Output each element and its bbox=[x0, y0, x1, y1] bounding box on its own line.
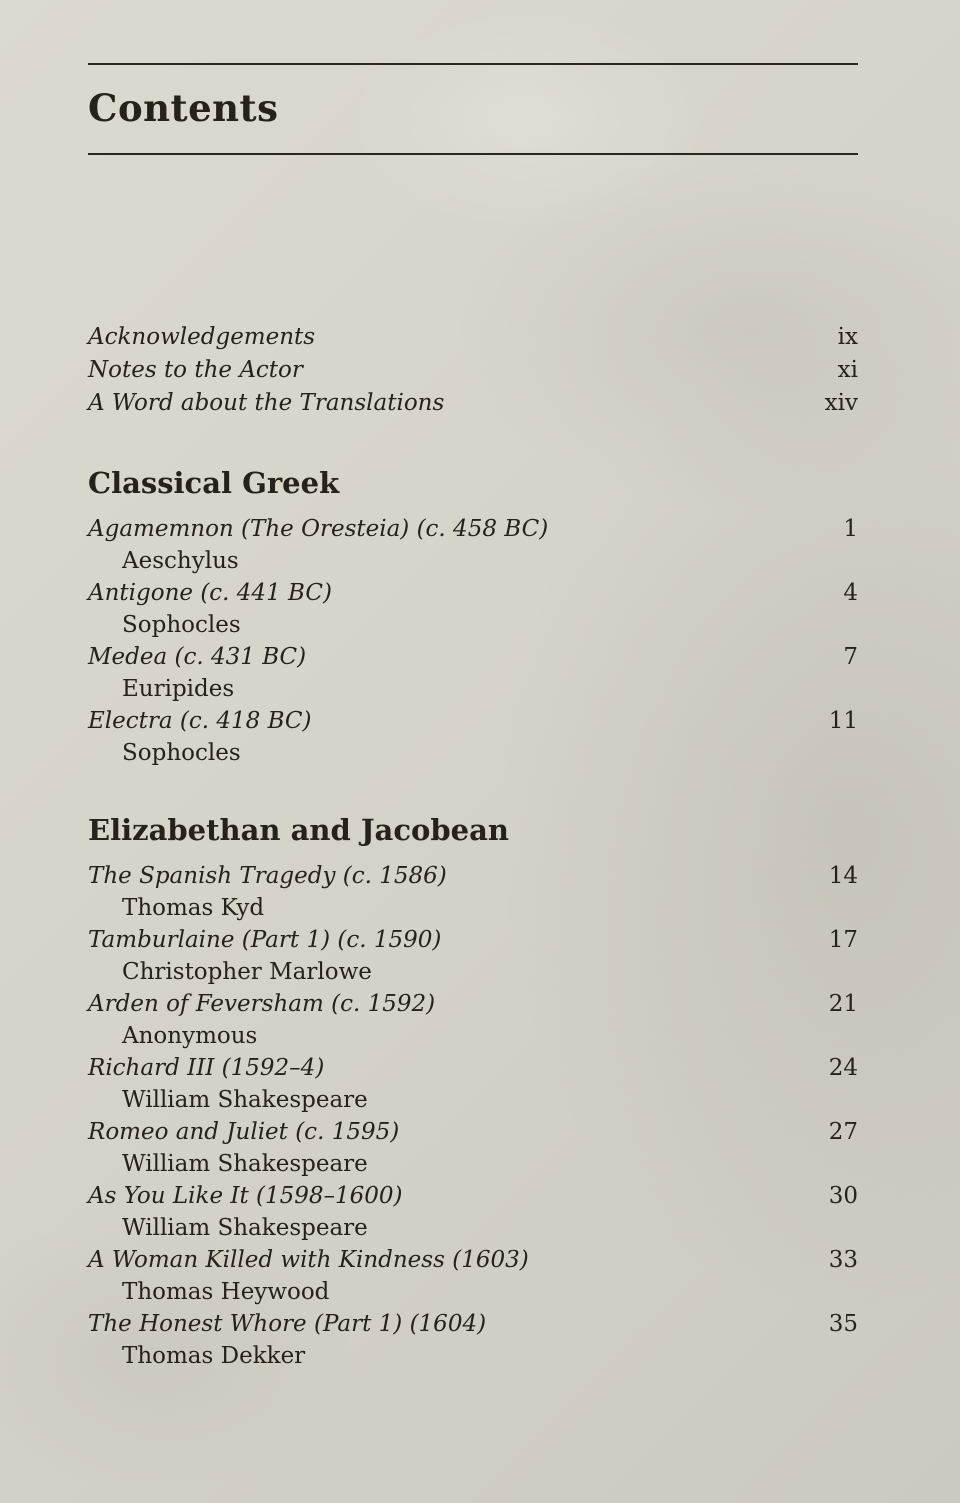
entry-page: 35 bbox=[828, 1310, 858, 1337]
entry-page: ix bbox=[837, 324, 858, 351]
entry-title: Agamemnon (The Oresteia) (c. 458 BC) bbox=[88, 516, 549, 543]
entry-page: 27 bbox=[828, 1118, 858, 1145]
entry-author: William Shakespeare bbox=[122, 1150, 368, 1177]
toc-section-classical-greek bbox=[88, 513, 858, 769]
entry-author: Thomas Dekker bbox=[122, 1342, 306, 1369]
entry-author: Euripides bbox=[122, 676, 235, 703]
entry-author: Christopher Marlowe bbox=[122, 958, 372, 985]
entry-author: Sophocles bbox=[122, 612, 241, 639]
entry-page: 4 bbox=[843, 580, 858, 607]
entry-title: Acknowledgements bbox=[88, 324, 316, 351]
entry-title: As You Like It (1598–1600) bbox=[88, 1182, 403, 1209]
entry-title: Medea (c. 431 BC) bbox=[88, 644, 307, 671]
toc-entry bbox=[88, 513, 858, 545]
toc-entry bbox=[88, 1244, 858, 1276]
entry-page: 1 bbox=[843, 516, 858, 543]
toc-entry bbox=[88, 860, 858, 892]
toc-entry bbox=[88, 641, 858, 673]
toc-entry bbox=[88, 705, 858, 737]
top-rule bbox=[88, 63, 858, 65]
entry-page: 7 bbox=[843, 644, 858, 671]
toc-section-elizabethan-jacobean bbox=[88, 860, 858, 1372]
entry-title: Electra (c. 418 BC) bbox=[88, 708, 312, 735]
entry-title: Tamburlaine (Part 1) (c. 1590) bbox=[88, 926, 442, 953]
front-matter-entry bbox=[88, 387, 858, 420]
entry-author: Thomas Heywood bbox=[122, 1278, 330, 1305]
entry-page: 24 bbox=[828, 1054, 858, 1081]
toc-entry bbox=[88, 1116, 858, 1148]
entry-title: Romeo and Juliet (c. 1595) bbox=[88, 1118, 400, 1145]
entry-page: 14 bbox=[828, 862, 858, 889]
toc-entry bbox=[88, 577, 858, 609]
front-matter-entry bbox=[88, 321, 858, 354]
section-heading-elizabethan-jacobean: Elizabethan and Jacobean bbox=[88, 813, 509, 848]
front-matter-list bbox=[88, 321, 858, 420]
entry-author: Anonymous bbox=[122, 1022, 258, 1049]
title-rule bbox=[88, 153, 858, 155]
toc-entry bbox=[88, 1180, 858, 1212]
entry-title: Notes to the Actor bbox=[88, 357, 303, 384]
toc-entry bbox=[88, 924, 858, 956]
entry-title: Richard III (1592–4) bbox=[88, 1054, 325, 1081]
entry-author: Aeschylus bbox=[122, 548, 239, 575]
entry-page: 17 bbox=[828, 926, 858, 953]
book-page bbox=[88, 0, 858, 1372]
entry-title: The Honest Whore (Part 1) (1604) bbox=[88, 1310, 487, 1337]
entry-title: A Word about the Translations bbox=[88, 390, 445, 417]
toc-entry bbox=[88, 1052, 858, 1084]
entry-author: Thomas Kyd bbox=[122, 894, 265, 921]
entry-page: xi bbox=[837, 357, 858, 384]
entry-author: William Shakespeare bbox=[122, 1214, 368, 1241]
toc-entry bbox=[88, 1308, 858, 1340]
entry-title: The Spanish Tragedy (c. 1586) bbox=[88, 862, 447, 889]
entry-title: A Woman Killed with Kindness (1603) bbox=[88, 1246, 529, 1273]
section-heading-classical-greek: Classical Greek bbox=[88, 466, 340, 501]
entry-title: Arden of Feversham (c. 1592) bbox=[88, 990, 436, 1017]
toc-entry bbox=[88, 988, 858, 1020]
entry-page: 30 bbox=[828, 1182, 858, 1209]
entry-page: 11 bbox=[828, 708, 858, 735]
entry-page: xiv bbox=[824, 390, 858, 417]
entry-page: 33 bbox=[828, 1246, 858, 1273]
front-matter-entry bbox=[88, 354, 858, 387]
entry-page: 21 bbox=[828, 990, 858, 1017]
entry-author: Sophocles bbox=[122, 740, 241, 767]
page-title: Contents bbox=[88, 86, 279, 130]
entry-author: William Shakespeare bbox=[122, 1086, 368, 1113]
entry-title: Antigone (c. 441 BC) bbox=[88, 580, 332, 607]
